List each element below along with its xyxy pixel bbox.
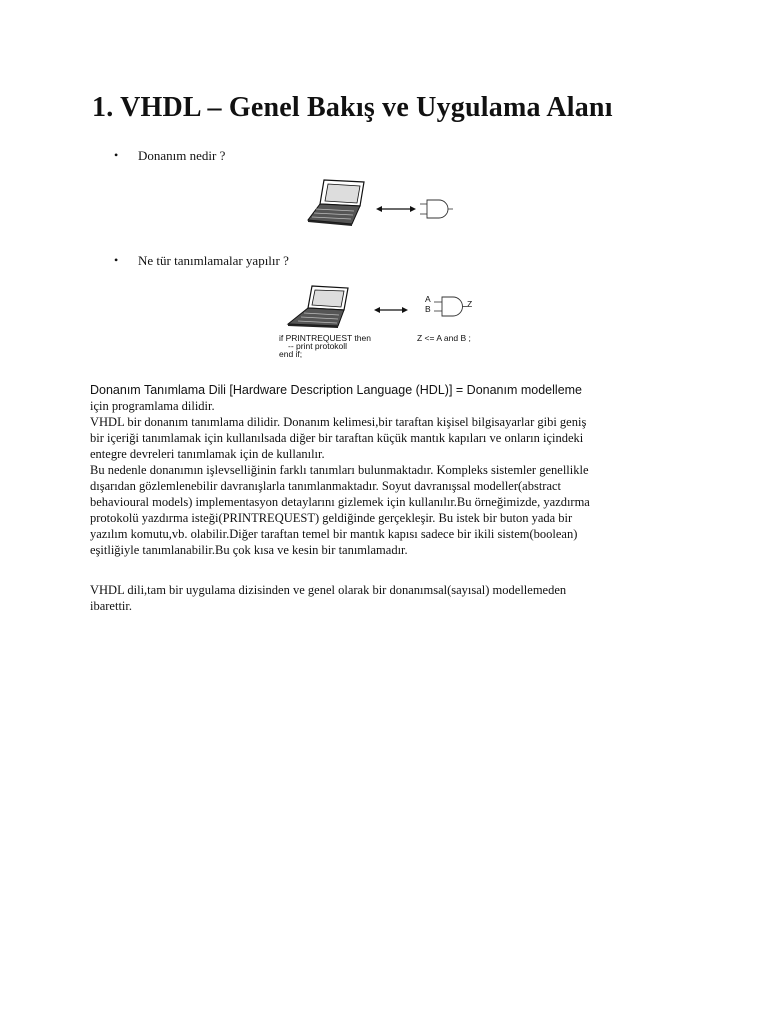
code-line-3: end if; <box>279 349 303 359</box>
paragraph-line: protokolü yazdırma isteği(PRINTREQUEST) geldiğinde gerçekleşir. Bu istek bir buton yada bir <box>90 511 573 525</box>
paragraph-line: VHDL bir donanım tanımlama dilidir. Donanım kelimesi,bir taraftan kişisel bilgisayarlar gibi geniş <box>90 415 587 429</box>
paragraph-line: entegre devreleri tanımlamak için de kullanılır. <box>90 447 325 461</box>
bullet-text: Donanım nedir ? <box>138 148 226 163</box>
laptop-icon <box>308 180 364 226</box>
figure-laptop-gate-1 <box>306 176 466 228</box>
and-gate-icon <box>434 297 467 316</box>
paragraph-line: Bu nedenle donanımın işlevselliğinin farklı tanımları bulunmaktadır. Kompleks sistemler genellikle <box>90 463 589 477</box>
laptop-icon <box>288 286 348 328</box>
double-arrow-icon <box>376 206 416 212</box>
paragraph-line: Donanım Tanımlama Dili [Hardware Description Language (HDL)] = Donanım modelleme <box>90 383 583 397</box>
figure-laptop-gate-2 <box>282 284 482 332</box>
bullet-symbol: • <box>114 253 119 267</box>
gate-input-a-label: A <box>425 294 431 304</box>
paragraph-line: yazılım komutu,vb. olabilir.Diğer taraftan temel bir mantık kapısı sadece bir ikili sistem(boolean) <box>90 527 578 541</box>
and-gate-icon <box>420 200 453 218</box>
paragraph-line: eşitliğiyle tanımlanabilir.Bu çok kısa ve kesin bir tanımlamadır. <box>90 543 408 557</box>
paragraph-line: VHDL dili,tam bir uygulama dizisinden ve genel olarak bir donanımsal(sayısal) modellemeden <box>90 583 567 597</box>
bullet-text: Ne tür tanımlamalar yapılır ? <box>138 253 289 268</box>
bullet-symbol: • <box>114 148 119 162</box>
paragraph-line: dışarıdan gözlemlenebilir davranışlarla tanımlanmaktadır. Soyut davranışsal modeller(abstract <box>90 479 562 493</box>
paragraph-line: behavioural models) implementasyon detaylarını gizlemek için kullanılır.Bu örneğimizde, yazdırma <box>90 495 590 509</box>
paragraph-line: bir içeriği tanımlamak için kullanılsada diğer bir taraftan küçük mantık kapıları ve onların içindeki <box>90 431 584 445</box>
code-line-1: if PRINTREQUEST then <box>279 333 371 343</box>
paragraph-line: ibarettir. <box>90 599 132 613</box>
paragraph-line: için programlama dilidir. <box>90 399 215 413</box>
page-title: 1. VHDL – Genel Bakış ve Uygulama Alanı <box>92 92 613 123</box>
paragraph-2 <box>90 582 690 614</box>
gate-output-z-label: Z <box>467 299 473 309</box>
paragraph-1 <box>90 382 690 558</box>
gate-input-b-label: B <box>425 304 431 314</box>
code-line-2: -- print protokoll <box>288 341 348 351</box>
double-arrow-icon <box>374 307 408 313</box>
equation-label: Z <= A and B ; <box>417 333 471 343</box>
